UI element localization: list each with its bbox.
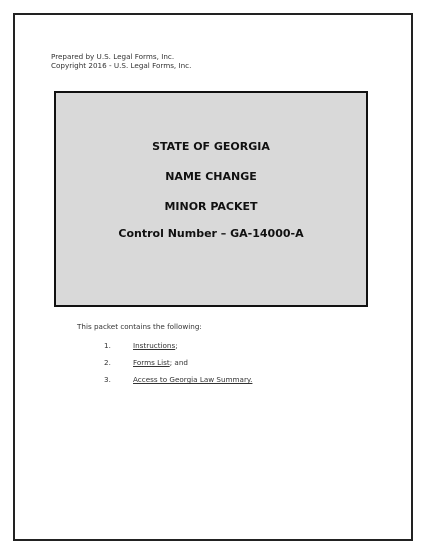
list-number: 2. (104, 358, 111, 367)
list-suffix: ; (175, 341, 178, 350)
list-suffix: ; and (169, 358, 188, 367)
form-type-title: NAME CHANGE (165, 170, 257, 183)
preparer-notice (51, 52, 191, 70)
law-summary-link[interactable]: Access to Georgia Law Summary. (133, 375, 253, 384)
document-page (13, 13, 413, 541)
list-item (104, 341, 178, 350)
list-item (104, 358, 188, 367)
cover-title-box (54, 91, 368, 307)
state-title: STATE OF GEORGIA (152, 140, 270, 153)
prepared-by-text: Prepared by U.S. Legal Forms, Inc. (51, 52, 175, 61)
list-number: 1. (104, 341, 111, 350)
contents-intro: This packet contains the following: (77, 322, 202, 331)
forms-list-link[interactable]: Forms List (133, 358, 170, 367)
list-number: 3. (104, 375, 111, 384)
copyright-text: Copyright 2016 - U.S. Legal Forms, Inc. (51, 61, 192, 70)
list-item (104, 375, 252, 384)
packet-title: MINOR PACKET (164, 200, 258, 213)
instructions-link[interactable]: Instructions (133, 341, 176, 350)
control-number: Control Number – GA-14000-A (118, 227, 304, 240)
